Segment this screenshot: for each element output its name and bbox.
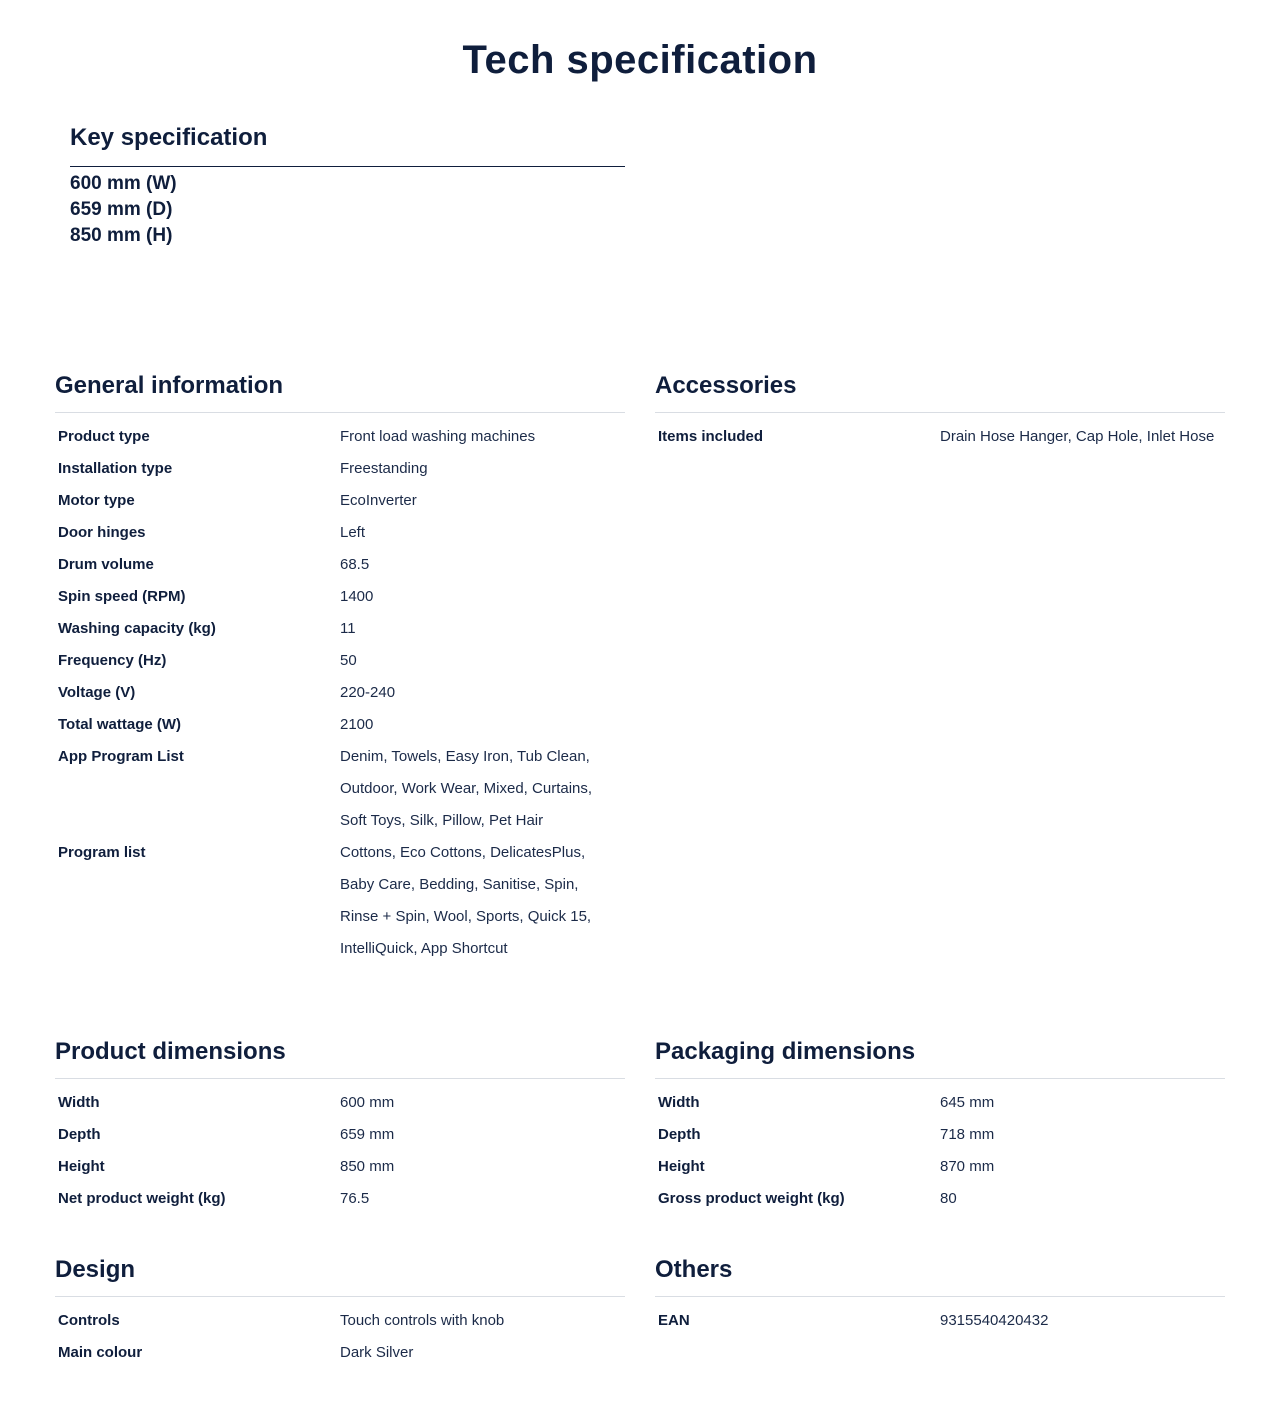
key-spec-depth: 659 mm (D) (70, 199, 173, 220)
spec-row (55, 1337, 625, 1369)
spec-value: Freestanding (340, 460, 428, 477)
key-specification-list (70, 171, 625, 249)
spec-label: Total wattage (W) (58, 716, 182, 733)
spec-row (55, 485, 625, 517)
spec-value: 718 mm (940, 1126, 995, 1143)
packaging-dimensions-heading: Packaging dimensions (655, 1038, 1225, 1079)
spec-row (55, 709, 625, 741)
spec-row (55, 453, 625, 485)
spec-label: Height (658, 1158, 705, 1175)
spec-row (55, 1305, 625, 1337)
spec-row (55, 581, 625, 613)
others-section (655, 1256, 1225, 1337)
design-section (55, 1256, 625, 1369)
key-spec-height: 850 mm (H) (70, 225, 173, 246)
spec-row (55, 1151, 625, 1183)
spec-label: Items included (658, 428, 764, 445)
spec-row (55, 613, 625, 645)
spec-label: Spin speed (RPM) (58, 588, 186, 605)
general-information-heading: General information (55, 372, 625, 413)
spec-label: Net product weight (kg) (58, 1190, 226, 1207)
spec-label: Program list (58, 844, 146, 861)
spec-value: Denim, Towels, Easy Iron, Tub Clean, Outdoor, Work Wear, Mixed, Curtains, Soft Toys, Silk, Pillow, Pet Hair (340, 748, 593, 829)
spec-value: EcoInverter (340, 492, 417, 509)
spec-value: Dark Silver (340, 1344, 414, 1361)
spec-label: Depth (658, 1126, 701, 1143)
spec-row (55, 741, 625, 837)
spec-label: Width (58, 1094, 100, 1111)
spec-rows (55, 421, 625, 965)
spec-label: App Program List (58, 748, 184, 765)
spec-row (55, 517, 625, 549)
spec-value: 645 mm (940, 1094, 995, 1111)
spec-rows (55, 1305, 625, 1369)
spec-row (55, 421, 625, 453)
spec-label: Washing capacity (kg) (58, 620, 216, 637)
spec-value: 1400 (340, 588, 374, 605)
spec-row (655, 1305, 1225, 1337)
key-specification (70, 124, 625, 249)
spec-value: 68.5 (340, 556, 370, 573)
key-specification-heading: Key specification (70, 124, 625, 167)
spec-value: 870 mm (940, 1158, 995, 1175)
product-dimensions-section (55, 1038, 625, 1215)
spec-label: Gross product weight (kg) (658, 1190, 845, 1207)
general-information-section (55, 372, 625, 965)
others-heading: Others (655, 1256, 1225, 1297)
accessories-section (655, 372, 1225, 453)
spec-row (655, 421, 1225, 453)
spec-label: Height (58, 1158, 105, 1175)
spec-value: Cottons, Eco Cottons, DelicatesPlus, Baby Care, Bedding, Sanitise, Spin, Rinse + Spin, Wool, Sports, Quick 15, IntelliQuick, App Shortcut (340, 844, 592, 957)
spec-rows (655, 1087, 1225, 1215)
spec-label: Motor type (58, 492, 135, 509)
spec-value: 850 mm (340, 1158, 395, 1175)
spec-row (55, 549, 625, 581)
spec-label: Drum volume (58, 556, 154, 573)
spec-value: Drain Hose Hanger, Cap Hole, Inlet Hose (940, 428, 1215, 445)
spec-value: 11 (340, 620, 356, 637)
spec-label: EAN (658, 1312, 690, 1329)
spec-label: Voltage (V) (58, 684, 136, 701)
spec-row (655, 1151, 1225, 1183)
spec-label: Frequency (Hz) (58, 652, 167, 669)
spec-value: 76.5 (340, 1190, 370, 1207)
spec-value: 50 (340, 652, 357, 669)
spec-label: Width (658, 1094, 700, 1111)
design-heading: Design (55, 1256, 625, 1297)
spec-row (55, 645, 625, 677)
spec-label: Door hinges (58, 524, 146, 541)
spec-rows (55, 1087, 625, 1215)
accessories-heading: Accessories (655, 372, 1225, 413)
page-title: Tech specification (462, 38, 818, 82)
spec-row (655, 1183, 1225, 1215)
spec-row (55, 1087, 625, 1119)
spec-rows (655, 1305, 1225, 1337)
spec-rows (655, 421, 1225, 453)
spec-row (55, 1119, 625, 1151)
spec-row (655, 1087, 1225, 1119)
spec-value: 600 mm (340, 1094, 395, 1111)
spec-row (55, 1183, 625, 1215)
spec-value: Left (340, 524, 366, 541)
spec-row (55, 677, 625, 709)
key-spec-width: 600 mm (W) (70, 173, 177, 194)
product-dimensions-heading: Product dimensions (55, 1038, 625, 1079)
spec-label: Depth (58, 1126, 101, 1143)
spec-row (55, 837, 625, 965)
spec-row (655, 1119, 1225, 1151)
spec-value: 2100 (340, 716, 374, 733)
spec-label: Controls (58, 1312, 120, 1329)
spec-label: Installation type (58, 460, 173, 477)
spec-value: 220-240 (340, 684, 396, 701)
spec-value: Front load washing machines (340, 428, 536, 445)
spec-value: 9315540420432 (940, 1312, 1049, 1329)
spec-value: 80 (940, 1190, 957, 1207)
spec-label: Product type (58, 428, 150, 445)
spec-value: Touch controls with knob (340, 1312, 505, 1329)
spec-label: Main colour (58, 1344, 143, 1361)
packaging-dimensions-section (655, 1038, 1225, 1215)
spec-value: 659 mm (340, 1126, 395, 1143)
